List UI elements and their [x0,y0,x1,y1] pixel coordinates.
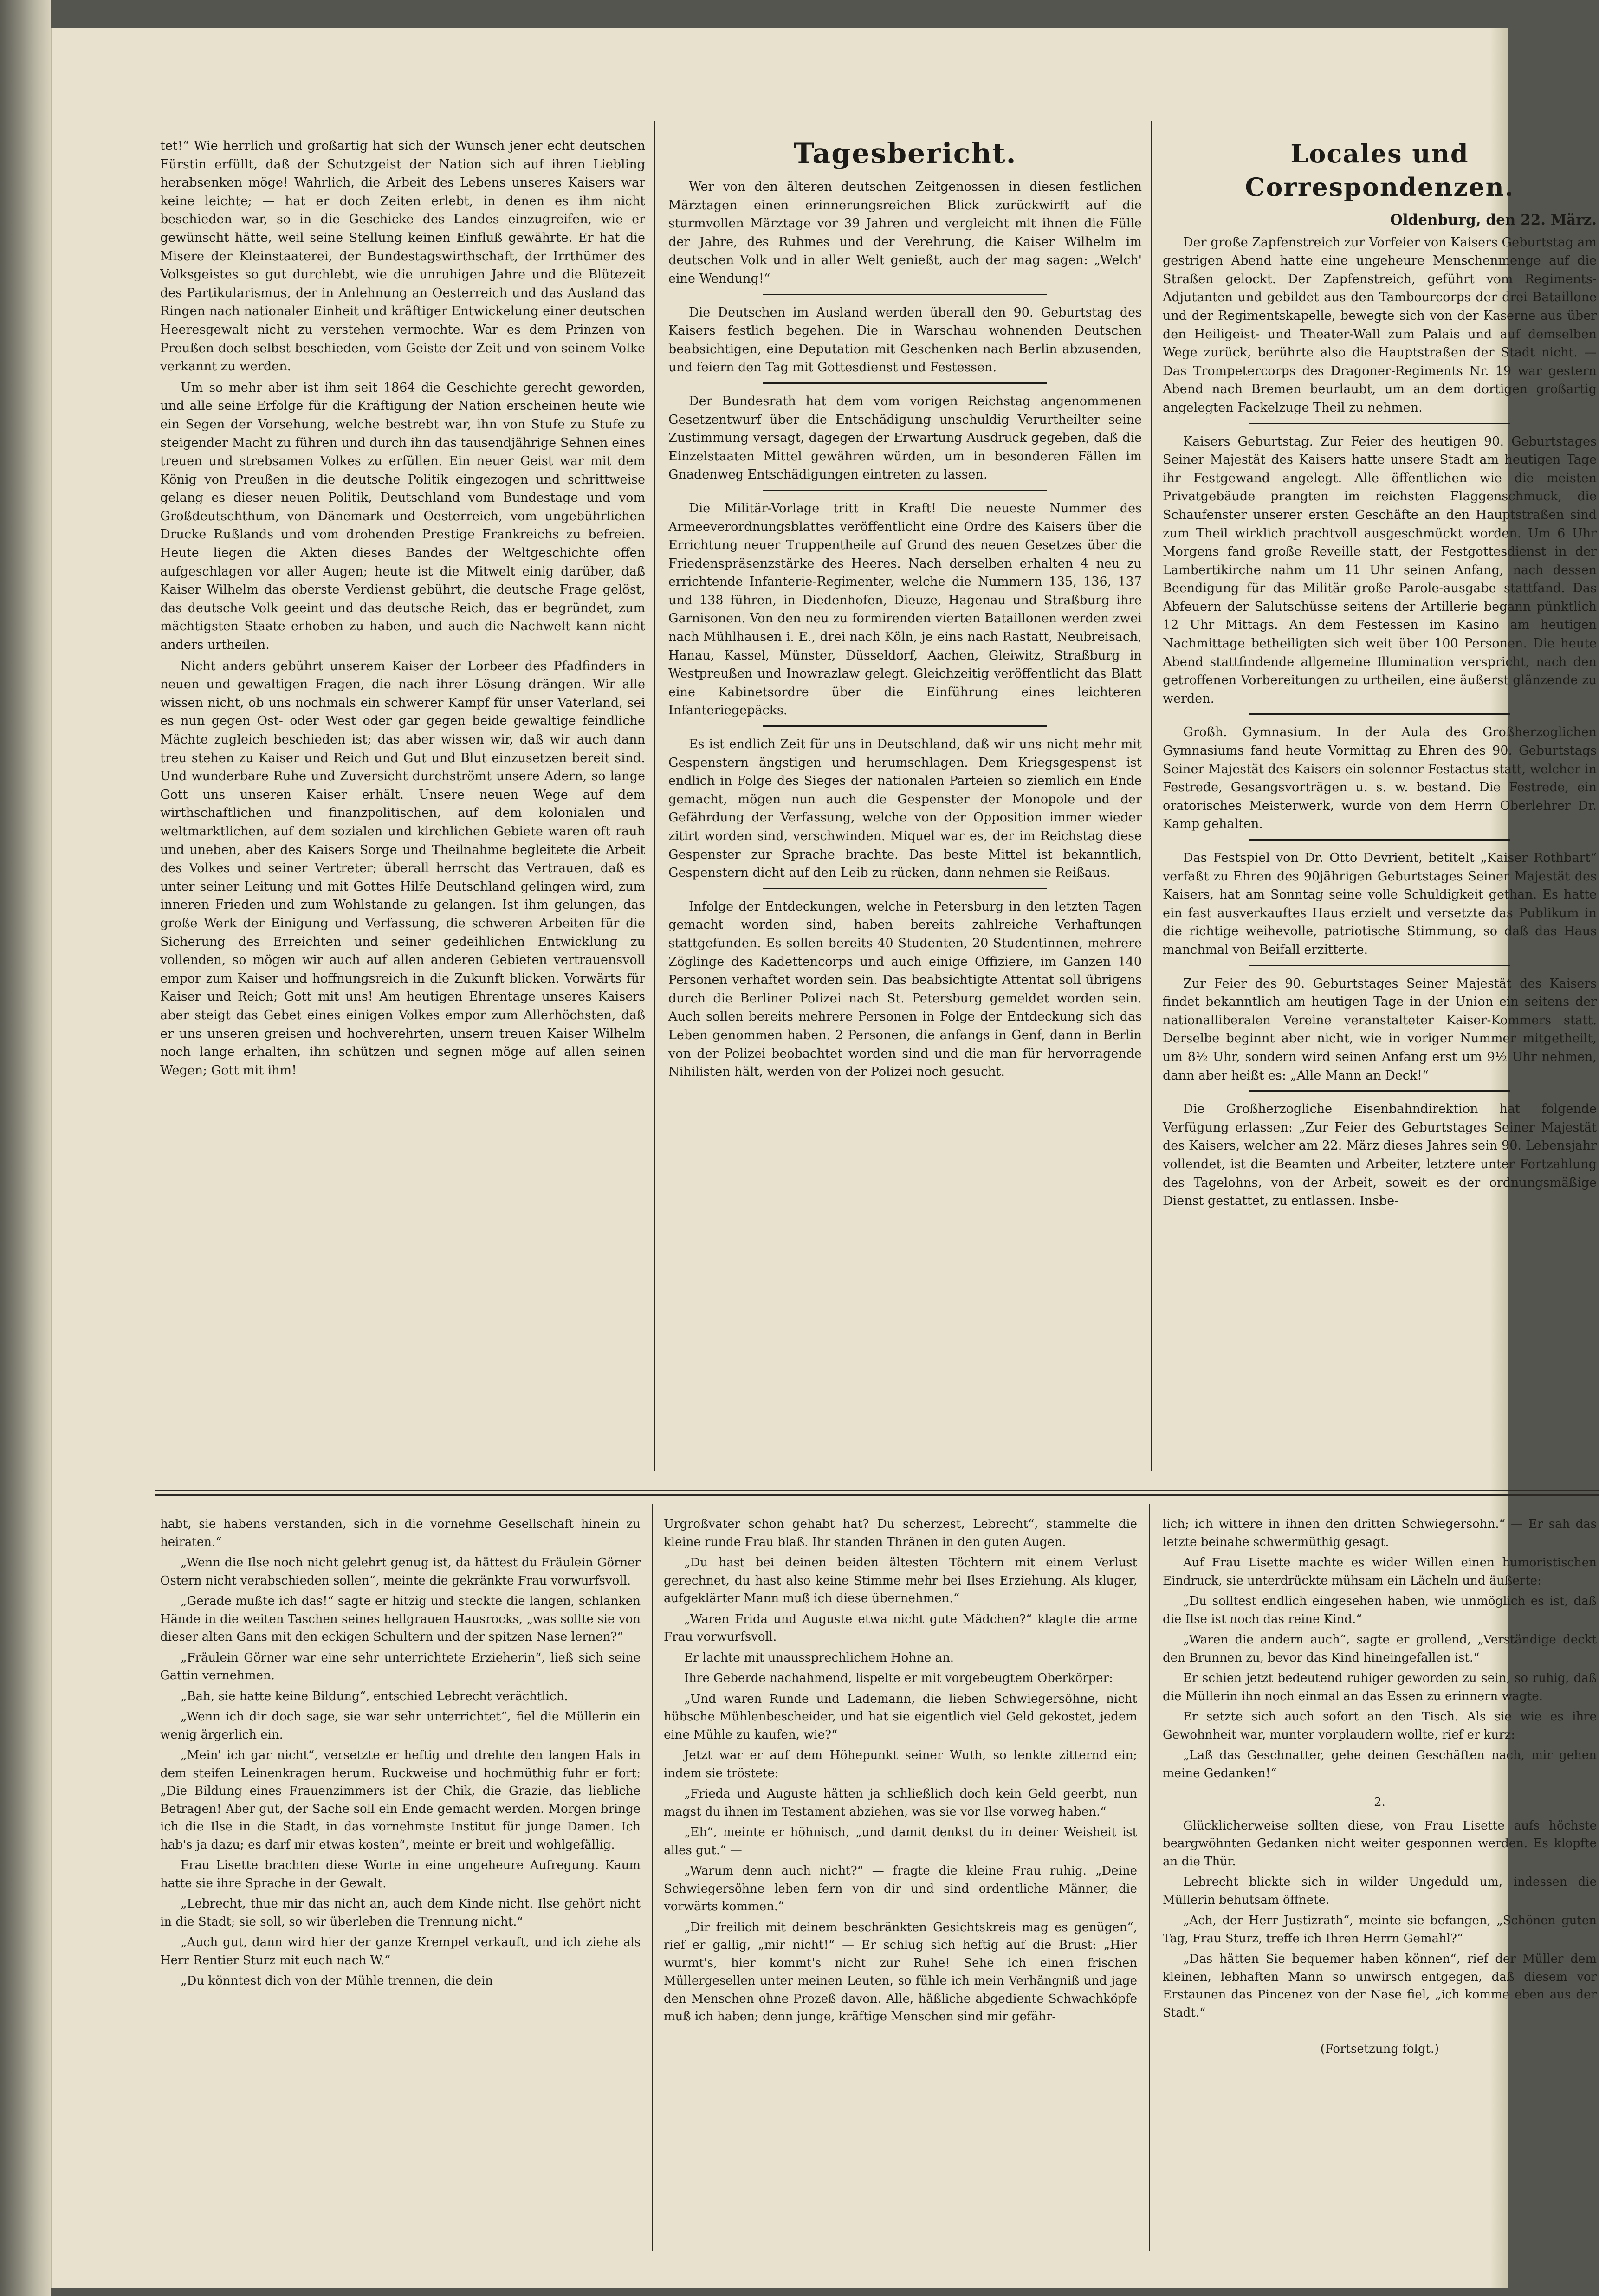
editorial-column [160,137,645,1471]
local-item: Der große Zapfenstreich zur Vorfeier von Kaisers Geburtstag am gestrigen Abend hatte eine ungeheure Menschenmenge auf die Straßen gelockt. Der Zapfenstreich, geführt vom Regiments-Adjutanten und gebildet aus den Tambourcorps der drei Bataillone und der Regimentskapelle, bewegte sich von der Kaserne aus über den Heiligeist- und Theater-Wall zum Palais und auf demselben Wege zurück, berührte also die Hauptstraßen der Stadt nicht. — Das Trompetercorps des Dragoner-Regiments Nr. 19 war gestern Abend nach Bremen beurlaubt, um an dem dortigen großartig angelegten Fackelzuge Theil zu nehmen. [1163,235,1597,415]
divider [1249,423,1510,424]
divider [763,382,1047,384]
section-heading-locales: Locales und Correspondenzen. [1245,139,1515,202]
news-item: Die Deutschen im Ausland werden überall den 90. Geburtstag des Kaisers festlich begehen. Die in Warschau wohnenden Deutschen beabsichtigen, eine Deputation mit Geschenken nach Berlin abzusenden, und feiern den Tag mit Gottesdienst und Festessen. [668,305,1142,375]
feuilleton-paragraph: „Frieda und Auguste hätten ja schließlich doch kein Geld geerbt, nun magst du ihnen im Testament abziehen, was sie vor Ilse vorweg haben.“ [664,1787,1137,1819]
news-item: Wer von den älteren deutschen Zeitgenossen in diesen festlichen Märztagen einen erinnerungsreichen Blick zurückwirft auf die sturmvollen Märztage vor 39 Jahren und vergleicht mit ihnen die Fülle der Jahre, des Ruhmes und der Verehrung, die Kaiser Wilhelm im deutschen Volk und in aller Welt genießt, auch der mag sagen: „Welch' eine Wendung!“ [668,180,1142,286]
editorial-paragraph: Um so mehr aber ist ihm seit 1864 die Geschichte gerecht geworden, und alle seine Erfolge für die Kräftigung der Nation erscheinen heute wie ein Segen der Vorsehung, welche bestrebt war, ihn von Stufe zu Stufe zu steigender Macht zu führen und durch ihn das tausendjährige Sehnen eines treuen und strebsamen Volkes zu erfüllen. Ein neuer Geist war mit dem König von Preußen in die deutsche Politik eingezogen und schrittweise gelang es dieser neuen Politik, Deutschland vom Bundestage und vom Großdeutschthum, von Dänemark und Oesterreich, vom ungebührlichen Drucke Rußlands und vom drohenden Prestige Frankreichs zu befreien. Heute liegen die Akten dieses Bandes der Weltgeschichte offen aufgeschlagen vor aller Augen; heute ist die Mitwelt einig darüber, daß Kaiser Wilhelm das oberste Verdienst gebührt, die deutsche Frage gelöst, das deutsche Volk geeint und das deutsche Reich, das er begründet, zum mächtigsten Staate erhoben zu haben, und auch die Nachwelt kann nicht anders urtheilen. [160,380,645,653]
editorial-paragraph: Nicht anders gebührt unserem Kaiser der Lorbeer des Pfadfinders in neuen und gewaltigen Fragen, die nach ihrer Lösung drängen. Wir alle wissen nicht, ob uns nochmals ein schwerer Kampf für unser Vaterland, sei es nun gegen Ost- oder West oder gar gegen beide gewaltige feindliche Mächte zugleich beschieden ist; das aber wissen wir, daß wir auch dann treu stehen zu Kaiser und Reich und Gut und Blut einzusetzen bereit sind. Und wunderbare Ruhe und Zuversicht durchströmt unsere Adern, so lange Gott uns unseren Kaiser erhält. Unsere neuen Wege auf dem wirthschaftlichen und finanzpolitischen, auf dem kolonialen und weltmarktlichen, auf dem sozialen und kirchlichen Gebiete waren oft rauh und uneben, aber des Kaisers Sorge und Theilnahme begleitete die Arbeit des Volkes und seiner Vertreter; überall herrscht das Vertrauen, daß es unter seiner Leitung und mit Gottes Hilfe Deutschland gelingen wird, zum inneren Frieden und zum Wohlstande zu gelangen. Ist ihm gelungen, das große Werk der Einigung und Verfassung, die schweren Arbeiten für die Sicherung des Erreichten und seiner gedeihlichen Entwicklung zu vollenden, so mögen wir auch auf allen anderen Gebieten vertrauensvoll empor zum Kaiser und hoffnungsreich in die Zukunft blicken. Vorwärts für Kaiser und Reich; Gott mit uns! Am heutigen Ehrentage unseres Kaisers aber steigt das Gebet eines einigen Volkes empor zum Allerhöchsten, daß er uns unseren greisen und hochverehrten, unsern treuen Kaiser Wilhelm noch lange erhalten, ihn schützen und segnen möge auf allen seinen Wegen; Gott mit ihm! [160,659,645,1078]
feuilleton-paragraph: „Bah, sie hatte keine Bildung“, entschied Lebrecht verächtlich. [181,1689,568,1703]
locales-column [1163,137,1597,1471]
column-rule [1151,121,1152,1471]
local-item: Großh. Gymnasium. In der Aula des Großherzoglichen Gymnasiums fand heute Vormittag zu Ehren des 90. Geburtstags Seiner Majestät des Kaisers ein solenner Festactus statt, welcher in Festrede, Gesangsvorträgen u. s. w. bestand. Die Festrede, ein oratorisches Meisterwerk, wurde von dem Herrn Oberlehrer Dr. Kamp gehalten. [1163,725,1597,832]
feuilleton-paragraph: „Und waren Runde und Lademann, die lieben Schwiegersöhne, nicht hübsche Mühlenbescheider, und hat sie eigentlich viel Geld gekostet, jedem eine Mühle zu kaufen, wie?“ [664,1692,1137,1742]
feuilleton-paragraph: habt, sie habens verstanden, sich in die vornehme Gesellschaft hinein zu heiraten.“ [160,1517,641,1549]
feuilleton-paragraph: Er setzte sich auch sofort an den Tisch. Als sie wie es ihre Gewohnheit war, munter vorplaudern wollte, rief er kurz: [1163,1710,1597,1742]
feuilleton-paragraph: Jetzt war er auf dem Höhepunkt seiner Wuth, so lenkte zitternd ein; indem sie tröstete: [664,1748,1137,1780]
feuilleton-separator [155,1494,1599,1496]
feuilleton-paragraph: „Dir freilich mit deinem beschränkten Gesichtskreis mag es genügen“, rief er gallig, „mir nicht!“ — Er schlug sich heftig auf die Brust: „Hier wurmt's, hier kommt's nicht zur Ruhe! Sehe ich einen frischen Müllergesellen unter meinen Leuten, so fühle ich mein Verhängniß und jage den Menschen ohne Prozeß davon. Alle, häßliche abgediente Schwachköpfe muß ich haben; denn junge, kräftige Menschen sind mir gefähr- [664,1920,1137,2024]
feuilleton-column [664,1515,1137,2249]
feuilleton-paragraph: Frau Lisette brachten diese Worte in eine ungeheure Aufregung. Kaum hatte sie ihre Sprache in der Gewalt. [160,1858,641,1890]
local-item: Kaisers Geburtstag. Zur Feier des heutigen 90. Geburtstages Seiner Majestät des Kaisers hatte unsere Stadt am heutigen Tage ihr Festgewand angelegt. Alle öffentlichen wie die meisten Privatgebäude prangten im reichsten Flaggenschmuck, die Schaufenster unserer ersten Geschäfte an den Hauptstraßen sind zum Theil wirklich prachtvoll ausgeschmückt worden. Um 6 Uhr Morgens fand große Reveille statt, der Festgottesdienst in der Lambertikirche nahm um 11 Uhr seinen Anfang, nach dessen Beendigung für das Militär große Parole-ausgabe stattfand. Das Abfeuern der Salutschüsse seitens der Artillerie begann pünktlich 12 Uhr Mittags. An dem Festessen im Kasino am heutigen Nachmittage betheiligten sich weit über 100 Personen. Die heute Abend stattfindende allgemeine Illumination verspricht, nach den getroffenen Vorbereitungen zu urtheilen, eine äußerst glänzende zu werden. [1163,434,1597,706]
feuilleton-paragraph: „Mein' ich gar nicht“, versetzte er heftig und drehte den langen Hals in dem steifen Leinenkragen herum. Ruckweise und hochmüthig fuhr er fort: „Die Bildung eines Frauenzimmers ist der Chik, die Grazie, das liebliche Betragen! Aber gut, der Sache soll ein Ende gemacht werden. Morgen bringe ich die Ilse in die Stadt, in das vornehmste Institut für junge Damen. Ich hab's ja dazu; es darf mir etwas kosten“, meinte er breit und wohlgefällig. [160,1748,641,1852]
feuilleton-paragraph: lich; ich wittere in ihnen den dritten Schwiegersohn.“ — Er sah das letzte beinahe schwermüthig gesagt. [1163,1517,1597,1549]
divider [763,725,1047,727]
feuilleton-paragraph: „Laß das Geschnatter, gehe deinen Geschäften nach, mir gehen meine Gedanken!“ [1163,1748,1597,1780]
feuilleton-paragraph: „Fräulein Görner war eine sehr unterrichtete Erzieherin“, ließ sich seine Gattin vernehmen. [160,1650,641,1682]
news-item: Infolge der Entdeckungen, welche in Petersburg in den letzten Tagen gemacht worden sind, haben bereits zahlreiche Verhaftungen stattgefunden. Es sollen bereits 40 Studenten, 20 Studentinnen, mehrere Zöglinge des Kadettencorps und auch einige Offiziere, im Ganzen 140 Personen verhaftet worden sein. Das beabsichtigte Attentat soll übrigens durch die Berliner Polizei nach St. Petersburg gemeldet worden sein. Auch sollen bereits mehrere Personen in Folge der Entdeckung sich das Leben genommen haben. 2 Personen, die anfangs in Genf, dann in Berlin von der Polizei beobachtet worden sind und die man für hervorragende Nihilisten hält, werden von der Polizei noch gesucht. [668,899,1142,1080]
local-item: Zur Feier des 90. Geburtstages Seiner Majestät des Kaisers findet bekanntlich am heutigen Tage in der Union ein seitens der nationalliberalen Vereine veranstalteter Kaiser-Kommers statt. Derselbe beginnt aber nicht, wie in voriger Nummer mitgetheilt, um 8½ Uhr, sondern wird seinen Anfang erst um 9½ Uhr nehmen, dann aber heißt es: „Alle Mann an Deck!“ [1163,976,1597,1083]
feuilleton-paragraph: „Waren Frida und Auguste etwa nicht gute Mädchen?“ klagte die arme Frau vorwurfsvoll. [664,1612,1137,1644]
feuilleton-column [160,1515,641,2249]
feuilleton-paragraph: „Auch gut, dann wird hier der ganze Krempel verkauft, und ich ziehe als Herr Rentier Sturz mit euch nach W.“ [160,1935,641,1967]
feuilleton-paragraph: „Gerade mußte ich das!“ sagte er hitzig und steckte die langen, schlanken Hände in die weiten Taschen seines hellgrauen Hausrocks, „was sollte sie von dieser alten Gans mit den eckigen Schultern und der spitzen Nase lernen?“ [160,1594,641,1644]
news-item: Es ist endlich Zeit für uns in Deutschland, daß wir uns nicht mehr mit Gespenstern ängstigen und herumschlagen. Dem Kriegsgespenst ist endlich in Folge des Sieges der nationalen Parteien so ziemlich ein Ende gemacht, mögen nun auch die Gespenster der Monopole und der Gefährdung der Verfassung, welche von der Opposition immer wieder zitirt worden sind, verschwinden. Miquel war es, der im Reichstag diese Gespenster zur Sprache brachte. Das beste Mittel ist bekanntlich, Gespenstern dicht auf den Leib zu rücken, dann nehmen sie Reißaus. [668,737,1142,880]
book-spine [0,0,51,2296]
feuilleton-paragraph: Er schien jetzt bedeutend ruhiger geworden zu sein, so ruhig, daß die Müllerin ihn noch einmal an das Essen zu erinnern wagte. [1163,1671,1597,1703]
feuilleton-separator [155,1490,1599,1491]
feuilleton-paragraph: „Du solltest endlich eingesehen haben, wie unmöglich es ist, daß die Ilse ist noch das reine Kind.“ [1163,1594,1597,1626]
divider [763,888,1047,889]
feuilleton-paragraph: Glücklicherweise sollten diese, von Frau Lisette aufs höchste beargwöhnten Gedanken nicht weiter gesponnen werden. Es klopfte an die Thür. [1163,1818,1597,1869]
tagesbericht-column [668,137,1142,1471]
news-item: Der Bundesrath hat dem vom vorigen Reichstag angenommenen Gesetzentwurf über die Entschädigung unschuldig Verurtheilter seine Zustimmung versagt, dagegen der Erwartung Ausdruck gegeben, daß die Einzelstaaten Mittel gewähren würden, um in besonderen Fällen im Gnadenweg Entschädigungen eintreten zu lassen. [668,394,1142,482]
local-item: Das Festspiel von Dr. Otto Devrient, betitelt „Kaiser Rothbart“ verfaßt zu Ehren des 90jährigen Geburtstages Seiner Majestät des Kaisers, hat am Sonntag seine volle Schuldigkeit gethan. Es hatte ein fast ausverkauftes Haus erzielt und versetzte das Publikum in die richtige weihevolle, patriotische Stimmung, so daß das Haus manchmal von Beifall erzitterte. [1163,851,1597,957]
continuation-note: (Fortsetzung folgt.) [1320,2042,1439,2056]
section-heading-tagesbericht: Tagesbericht. [793,137,1017,170]
feuilleton-paragraph: „Das hätten Sie bequemer haben können“, rief der Müller dem kleinen, lebhaften Mann so unwirsch entgegen, daß diesem vor Erstaunen das Pincenez von der Nase fiel, „ich komme eben aus der Stadt.“ [1163,1952,1597,2020]
feuilleton-paragraph: „Warum denn auch nicht?“ — fragte die kleine Frau ruhig. „Deine Schwiegersöhne leben fern von dir und sind ordentliche Männer, die vorwärts kommen.“ [664,1864,1137,1914]
divider [1249,965,1510,966]
column-rule [654,121,655,1471]
feuilleton-paragraph: „Du könntest dich von der Mühle trennen, die dein [181,1974,493,1988]
feuilleton-paragraph: Lebrecht blickte sich in wilder Ungeduld um, indessen die Müllerin behutsam öffnete. [1163,1875,1597,1907]
divider [1249,713,1510,715]
feuilleton-paragraph: „Wenn die Ilse noch nicht gelehrt genug ist, da hättest du Fräulein Görner Ostern nicht verabschieden sollen“, meinte die gekränkte Frau vorwurfsvoll. [160,1556,641,1588]
feuilleton-paragraph: „Waren die andern auch“, sagte er grollend, „Verständige deckt den Brunnen zu, bevor das Kind hineingefallen ist.“ [1163,1633,1597,1665]
feuilleton-paragraph: „Du hast bei deinen beiden ältesten Töchtern mit einem Verlust gerechnet, du hast also keine Stimme mehr bei Ilses Erziehung. Als kluger, aufgeklärter Mann muß ich diese übernehmen.“ [664,1556,1137,1605]
divider [1249,1090,1510,1092]
news-item: Die Militär-Vorlage tritt in Kraft! Die neueste Nummer des Armeeverordnungsblattes veröffentlicht eine Ordre des Kaisers über die Errichtung neuer Truppentheile auf Grund des neuen Gesetzes über die Friedenspräsenzstärke des Heeres. Nach derselben erhalten 4 neu zu errichtende Infanterie-Regimenter, welche die Nummern 135, 136, 137 und 138 führen, in Diedenhofen, Dieuze, Hagenau und Straßburg ihre Garnisonen. Von den neu zu formirenden vierten Bataillonen werden zwei nach Mühlhausen i. E., drei nach Köln, je eins nach Rastatt, Neubreisach, Hanau, Kassel, Münster, Düsseldorf, Aachen, Gleiwitz, Straßburg in Westpreußen und Inowrazlaw gelegt. Gleichzeitig veröffentlicht das Blatt eine Kabinetsordre über die Einführung eines leichteren Infanteriegepäcks. [668,501,1142,718]
dateline: Oldenburg, den 22. März. [1390,212,1597,228]
editorial-paragraph: tet!“ Wie herrlich und großartig hat sich der Wunsch jener echt deutschen Fürstin erfüllt, daß der Schutzgeist der Nation sich auf ihren Liebling herabsenken möge! Wahrlich, die Arbeit des Lebens unseres Kaisers war keine leichte; — hat er doch Zeiten erlebt, in denen es ihm nicht beschieden war, so in die Geschicke des Landes einzugreifen, wie er gewünscht hätte, weil seine Stellung keinen Einfluß gewährte. Er hat die Misere der Kleinstaaterei, der Bundestagswirthschaft, der Irrthümer des Volksgeistes so gut durchlebt, wie die unruhigen Jahre und die Blütezeit des Partikularismus, der in Anlehnung an Oesterreich und das Ausland das Ringen nach nationaler Einheit und kräftiger Entwickelung einer deutschen Heeresgewalt nicht zu verstehen vermochte. War es dem Prinzen von Preußen doch selbst beschieden, vom Geiste der Zeit und von seinem Volke verkannt zu werden. [160,139,645,374]
feuilleton-paragraph: Urgroßvater schon gehabt hat? Du scherzest, Lebrecht“, stammelte die kleine runde Frau blaß. Ihr standen Thränen in den guten Augen. [664,1517,1137,1549]
column-rule [652,1504,653,2251]
feuilleton-paragraph: „Ach, der Herr Justizrath“, meinte sie befangen, „Schönen guten Tag, Frau Sturz, treffe ich Ihren Herrn Gemahl?“ [1163,1914,1597,1946]
divider [763,294,1047,295]
feuilleton-paragraph: „Wenn ich dir doch sage, sie war sehr unterrichtet“, fiel die Müllerin ein wenig ärgerlich ein. [160,1710,641,1742]
local-item: Die Großherzogliche Eisenbahndirektion hat folgende Verfügung erlassen: „Zur Feier des Geburtstages Seiner Majestät des Kaisers, welcher am 22. März dieses Jahres sein 90. Lebensjahr vollendet, ist die Beamten und Arbeiter, letztere unter Fortzahlung des Tagelohns, von der Arbeit, soweit es der ordnungsmäßige Dienst gestattet, zu entlassen. Insbe- [1163,1102,1597,1209]
newspaper-page [51,28,1597,2288]
feuilleton-paragraph: Er lachte mit unaussprechlichem Hohne an. [684,1650,954,1665]
feuilleton-paragraph: Auf Frau Lisette machte es wider Willen einen humoristischen Eindruck, sie unterdrückte mühsam ein Lächeln und äußerte: [1163,1556,1597,1588]
feuilleton-column [1163,1515,1597,2249]
feuilleton-paragraph: Ihre Geberde nachahmend, lispelte er mit vorgebeugtem Oberkörper: [684,1671,1113,1685]
chapter-number: 2. [1374,1795,1385,1809]
feuilleton-paragraph: „Lebrecht, thue mir das nicht an, auch dem Kinde nicht. Ilse gehört nicht in die Stadt; sie soll, so wir überleben die Trennung nicht.“ [160,1897,641,1929]
feuilleton-paragraph: „Eh“, meinte er höhnisch, „und damit denkst du in deiner Weisheit ist alles gut.“ — [664,1825,1137,1857]
divider [763,490,1047,491]
column-rule [1149,1504,1150,2251]
divider [1249,839,1510,841]
